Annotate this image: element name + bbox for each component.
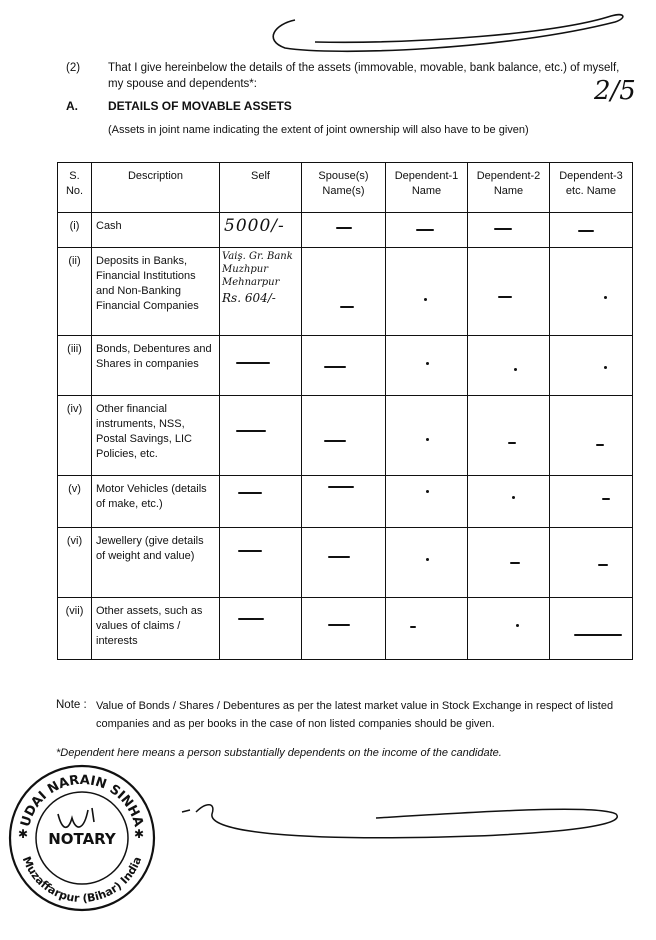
signature-scribble-bottom xyxy=(176,792,636,852)
signature-scribble-top xyxy=(255,4,635,60)
row-description: Other assets, such as values of claims / interests xyxy=(92,598,220,660)
note-text: Value of Bonds / Shares / Debentures as per the latest market value in Stock Exchange in respect of listed companies and as per books in the case of non listed companies should be given. xyxy=(96,700,614,730)
row-dep3-value xyxy=(550,396,633,476)
section-title: DETAILS OF MOVABLE ASSETS xyxy=(108,99,292,113)
row-dep2-value xyxy=(468,528,550,598)
row-dep3-value xyxy=(550,528,633,598)
row-spouse-value xyxy=(302,528,386,598)
table-row xyxy=(58,396,633,476)
table-header-row xyxy=(58,163,633,213)
table-row xyxy=(58,528,633,598)
header-spouse: Spouse(s) Name(s) xyxy=(302,163,386,213)
row-sno: (vii) xyxy=(58,598,92,660)
row-dep3-value xyxy=(550,213,633,248)
intro-number: (2) xyxy=(66,62,81,74)
row-dep2-value xyxy=(468,248,550,336)
table-row xyxy=(58,248,633,336)
svg-text:NOTARY: NOTARY xyxy=(48,830,116,848)
movable-assets-table xyxy=(57,162,633,660)
row-spouse-value xyxy=(302,336,386,396)
section-letter: A. xyxy=(66,99,78,113)
row-sno: (i) xyxy=(58,213,92,248)
row-description: Bonds, Debentures and Shares in companies xyxy=(92,336,220,396)
intro-text: That I give hereinbelow the details of the assets (immovable, movable, bank balance, etc.) of myself, my spouse and dependents*: xyxy=(108,62,620,90)
svg-text:Muzaffarpur (Bihar) India: Muzaffarpur (Bihar) India xyxy=(19,854,145,906)
row-dep2-value xyxy=(468,336,550,396)
table-row xyxy=(58,598,633,660)
notary-seal xyxy=(6,760,158,912)
note-label: Note : xyxy=(56,699,87,711)
row-spouse-value xyxy=(302,248,386,336)
header-description: Description xyxy=(92,163,220,213)
row-self-value: Vaiş. Gr. Bank Muzhpur Mehnarpur Rs. 604/- xyxy=(220,248,302,336)
row-self-value xyxy=(220,528,302,598)
row-dep1-value xyxy=(386,248,468,336)
row-spouse-value xyxy=(302,476,386,528)
row-dep3-value xyxy=(550,476,633,528)
row-dep1-value xyxy=(386,598,468,660)
row-dep2-value xyxy=(468,396,550,476)
table-row xyxy=(58,476,633,528)
row-dep2-value xyxy=(468,213,550,248)
page-mark-handwritten: 2/5 xyxy=(594,76,636,106)
table-row xyxy=(58,213,633,248)
table-row xyxy=(58,336,633,396)
row-spouse-value xyxy=(302,598,386,660)
row-dep1-value xyxy=(386,213,468,248)
row-sno: (v) xyxy=(58,476,92,528)
row-sno: (iii) xyxy=(58,336,92,396)
row-spouse-value xyxy=(302,213,386,248)
row-sno: (ii) xyxy=(58,248,92,336)
row-dep3-value xyxy=(550,598,633,660)
row-description: Motor Vehicles (details of make, etc.) xyxy=(92,476,220,528)
row-dep3-value xyxy=(550,248,633,336)
header-dependent-2: Dependent-2 Name xyxy=(468,163,550,213)
row-spouse-value xyxy=(302,396,386,476)
row-dep1-value xyxy=(386,336,468,396)
row-self-value: 5000/- xyxy=(220,213,302,248)
header-dependent-3: Dependent-3 etc. Name xyxy=(550,163,633,213)
svg-text:✱: ✱ xyxy=(18,827,29,841)
row-self-value xyxy=(220,396,302,476)
header-dependent-1: Dependent-1 Name xyxy=(386,163,468,213)
row-dep3-value xyxy=(550,336,633,396)
svg-text:UDAI NARAIN SINHA: UDAI NARAIN SINHA xyxy=(18,772,146,829)
header-self: Self xyxy=(220,163,302,213)
row-self-value xyxy=(220,598,302,660)
header-sno: S. No. xyxy=(58,163,92,213)
row-dep1-value xyxy=(386,396,468,476)
svg-text:✱: ✱ xyxy=(134,827,145,841)
footnote: *Dependent here means a person substantially dependents on the income of the candidate. xyxy=(56,747,502,759)
row-sno: (iv) xyxy=(58,396,92,476)
row-dep2-value xyxy=(468,476,550,528)
row-self-value xyxy=(220,336,302,396)
notary-seal-graphic xyxy=(6,760,158,912)
row-sno: (vi) xyxy=(58,528,92,598)
row-description: Cash xyxy=(92,213,220,248)
row-description: Other financial instruments, NSS, Postal Savings, LIC Policies, etc. xyxy=(92,396,220,476)
row-description: Jewellery (give details of weight and value) xyxy=(92,528,220,598)
row-dep1-value xyxy=(386,528,468,598)
row-description: Deposits in Banks, Financial Institutions and Non-Banking Financial Companies xyxy=(92,248,220,336)
row-self-value xyxy=(220,476,302,528)
section-subtitle: (Assets in joint name indicating the extent of joint ownership will also have to be given) xyxy=(108,124,529,136)
row-dep2-value xyxy=(468,598,550,660)
row-dep1-value xyxy=(386,476,468,528)
